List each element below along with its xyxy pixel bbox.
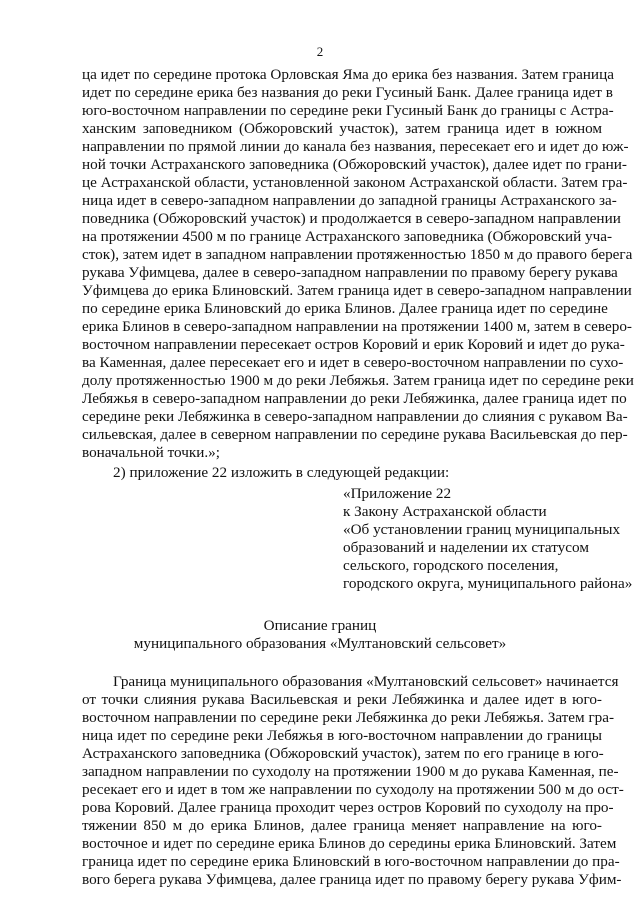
paragraph1-line: долу протяженностью 1900 м до реки Лебяжья. Затем граница идет по середине реки bbox=[82, 372, 634, 389]
paragraph1-line: ва Каменная, далее пересекает его и идет в северо-восточном направлении по сухо- bbox=[82, 354, 624, 371]
paragraph1-line: воначальной точки.»; bbox=[82, 444, 220, 461]
paragraph2-line: тяжении 850 м до ерика Блинов, далее граница меняет направление на юго- bbox=[82, 817, 602, 834]
paragraph2-line: рова Коровий. Далее граница проходит через остров Коровий по суходолу на про- bbox=[82, 799, 614, 816]
paragraph1-line: по середине ерика Блиновский до ерика Блинов. Далее граница идет по середине bbox=[82, 300, 608, 317]
appendix-header-line: сельского, городского поселения, bbox=[343, 557, 559, 574]
appendix-header-line: образований и наделении их статусом bbox=[343, 539, 589, 556]
paragraph1-line: ерика Блинов в северо-западном направлении на протяжении 1400 м, затем в северо- bbox=[82, 318, 632, 335]
amendment-item-2: 2) приложение 22 изложить в следующей редакции: bbox=[113, 464, 450, 481]
paragraph2-line: Граница муниципального образования «Мултановский сельсовет» начинается bbox=[113, 673, 619, 690]
paragraph2-line: вого берега рукава Уфимцева, далее граница идет по правому берегу рукава Уфим- bbox=[82, 871, 622, 888]
appendix-header-line: «Об установлении границ муниципальных bbox=[343, 521, 621, 538]
paragraph1-line: юго-восточном направлении по середине реки Гусиный Банк до границы с Астра- bbox=[82, 102, 614, 119]
page-number: 2 bbox=[316, 44, 324, 59]
paragraph1-line: направлении по прямой линии до канала без названия, пересекает его и идет до юж- bbox=[82, 138, 629, 155]
paragraph1-line: на протяжении 4500 м по границе Астраханского заповедника (Обжоровский уча- bbox=[82, 228, 613, 245]
paragraph2-line: западном направлении по суходолу на протяжении 1900 м до рукава Каменная, пе- bbox=[82, 763, 619, 780]
paragraph2-line: граница идет по середине ерика Блиновский в юго-восточном направлении до пра- bbox=[82, 853, 620, 870]
section-heading: Описание границ bbox=[263, 617, 377, 634]
paragraph1-line: ной точки Астраханского заповедника (Обжоровский участок), далее идет по грани- bbox=[82, 156, 627, 173]
paragraph2-line: ница идет по середине реки Лебяжья в юго-восточном направлении до границы bbox=[82, 727, 602, 744]
paragraph2-line: восточном направлении по середине реки Лебяжинка до реки Лебяжья. Затем гра- bbox=[82, 709, 615, 726]
appendix-header-line: к Закону Астраханской области bbox=[343, 503, 547, 520]
paragraph1-line: идет по середине ерика без названия до реки Гусиный Банк. Далее граница идет в bbox=[82, 84, 613, 101]
paragraph1-line: середине реки Лебяжинка в северо-западном направлении до слияния с рукавом Ва- bbox=[82, 408, 628, 425]
paragraph1-line: Лебяжья в северо-западном направлении до реки Лебяжинка, далее граница идет по bbox=[82, 390, 627, 407]
paragraph1-line: ца идет по середине протока Орловская Яма до ерика без названия. Затем граница bbox=[82, 66, 614, 83]
paragraph1-line: Уфимцева до ерика Блиновский. Затем граница идет в северо-западном направлении bbox=[82, 282, 632, 299]
paragraph1-line: сток), затем идет в западном направлении протяженностью 1850 м до правого берега bbox=[82, 246, 633, 263]
paragraph1-line: восточном направлении пересекает остров Коровий и ерик Коровий и идет до рука- bbox=[82, 336, 625, 353]
appendix-header-line: городского округа, муниципального района» bbox=[343, 575, 633, 592]
paragraph2-line: ресекает его и идет в том же направлении по суходолу на протяжении 500 м до ост- bbox=[82, 781, 624, 798]
paragraph1-line: це Астраханской области, установленной законом Астраханской области. Затем гра- bbox=[82, 174, 628, 191]
paragraph1-line: ханским заповедником (Обжоровский участок), затем граница идет в южном bbox=[82, 120, 602, 137]
paragraph2-line: Астраханского заповедника (Обжоровский участок), затем по его границе в юго- bbox=[82, 745, 604, 762]
paragraph2-line: восточное и идет по середине ерика Блинов до середины ерика Блиновский. Затем bbox=[82, 835, 617, 852]
paragraph2-line: от точки слияния рукава Васильевская и реки Лебяжинка и далее идет в юго- bbox=[82, 691, 602, 708]
paragraph1-line: поведника (Обжоровский участок) и продолжается в северо-западном направлении bbox=[82, 210, 621, 227]
paragraph1-line: ница идет в северо-западном направлении до западной границы Астраханского за- bbox=[82, 192, 617, 209]
paragraph1-line: рукава Уфимцева, далее в северо-западном направлении по правому берегу рукава bbox=[82, 264, 618, 281]
paragraph1-line: сильевская, далее в северном направлении по середине рукава Васильевская до пер- bbox=[82, 426, 628, 443]
section-heading: муниципального образования «Мултановский сельсовет» bbox=[133, 635, 507, 652]
appendix-header-line: «Приложение 22 bbox=[343, 485, 452, 502]
